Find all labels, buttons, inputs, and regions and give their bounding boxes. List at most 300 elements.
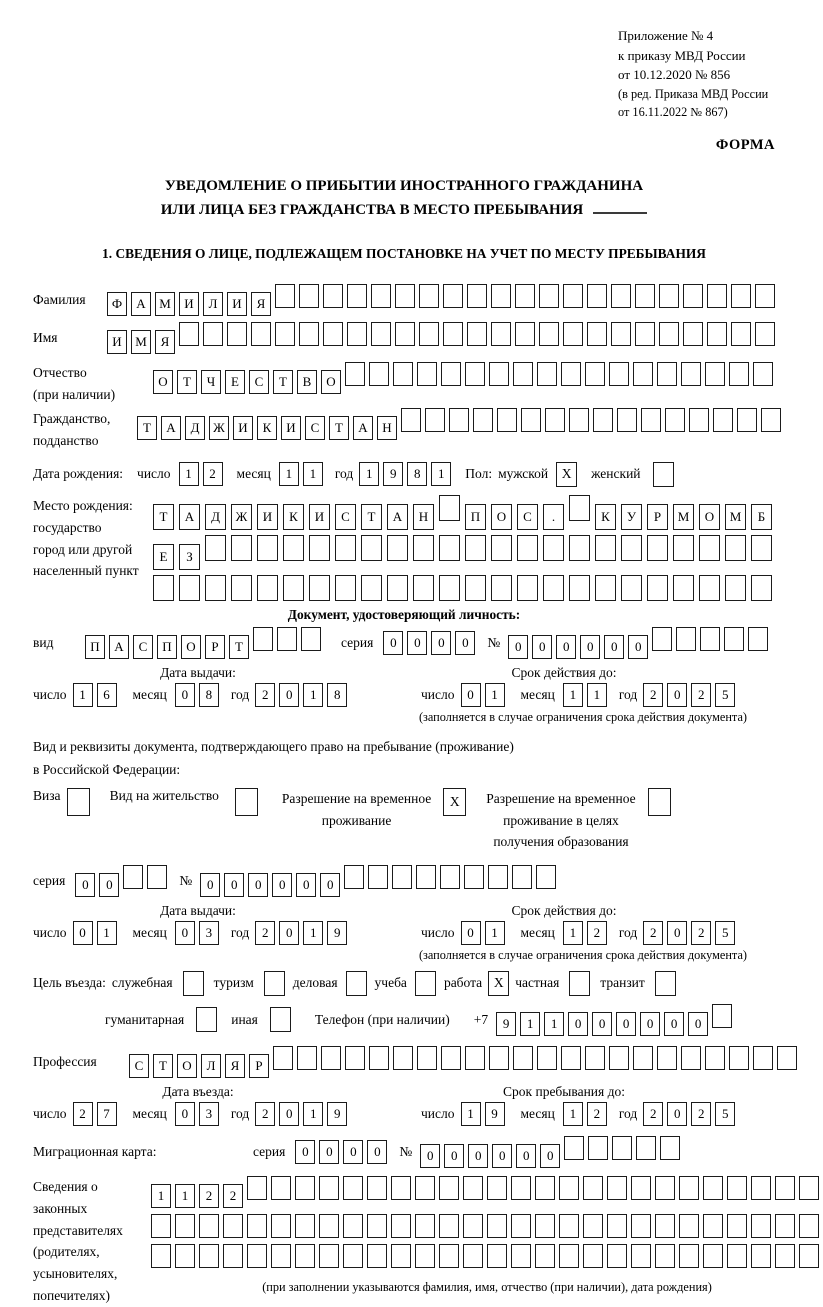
char-cell[interactable]: 9: [485, 1102, 505, 1126]
char-cell[interactable]: Т: [153, 1054, 173, 1078]
char-cell[interactable]: [227, 322, 247, 346]
char-cell[interactable]: Т: [153, 504, 174, 530]
char-cell[interactable]: П: [157, 635, 177, 659]
char-cell[interactable]: 0: [444, 1144, 464, 1168]
char-cell[interactable]: [439, 1244, 459, 1268]
char-cell[interactable]: 0: [383, 631, 403, 655]
char-cell[interactable]: [777, 1046, 797, 1070]
char-cell[interactable]: [335, 535, 356, 561]
char-cell[interactable]: [595, 535, 616, 561]
char-cell[interactable]: А: [179, 504, 200, 530]
char-cell[interactable]: О: [181, 635, 201, 659]
char-cell[interactable]: 3: [199, 921, 219, 945]
char-cell[interactable]: [583, 1244, 603, 1268]
char-cell[interactable]: [277, 627, 297, 651]
char-cell[interactable]: А: [131, 292, 151, 316]
char-cell[interactable]: 5: [715, 1102, 735, 1126]
char-cell[interactable]: В: [297, 370, 317, 394]
char-cell[interactable]: 0: [420, 1144, 440, 1168]
char-cell[interactable]: [725, 535, 746, 561]
char-cell[interactable]: [707, 284, 727, 308]
char-cell[interactable]: [283, 535, 304, 561]
char-cell[interactable]: [151, 1244, 171, 1268]
char-cell[interactable]: [657, 362, 677, 386]
char-cell[interactable]: [561, 1046, 581, 1070]
char-cell[interactable]: [335, 575, 356, 601]
char-cell[interactable]: [205, 575, 226, 601]
char-cell[interactable]: 1: [563, 683, 583, 707]
char-cell[interactable]: [511, 1176, 531, 1200]
char-cell[interactable]: 5: [715, 921, 735, 945]
char-cell[interactable]: 1: [563, 1102, 583, 1126]
char-cell[interactable]: [223, 1244, 243, 1268]
char-cell[interactable]: [441, 1046, 461, 1070]
char-cell[interactable]: [511, 1214, 531, 1238]
char-cell[interactable]: [775, 1214, 795, 1238]
char-cell[interactable]: [641, 408, 661, 432]
char-cell[interactable]: 0: [73, 921, 93, 945]
char-cell[interactable]: [257, 535, 278, 561]
char-cell[interactable]: [439, 1176, 459, 1200]
char-cell[interactable]: Е: [153, 544, 174, 570]
char-cell[interactable]: [511, 1244, 531, 1268]
char-cell[interactable]: [700, 627, 720, 651]
char-cell[interactable]: [647, 575, 668, 601]
char-cell[interactable]: 1: [485, 683, 505, 707]
char-cell[interactable]: 2: [199, 1184, 219, 1208]
char-cell[interactable]: 0: [455, 631, 475, 655]
char-cell[interactable]: 0: [319, 1140, 339, 1164]
char-cell[interactable]: [123, 865, 143, 889]
char-cell[interactable]: И: [257, 504, 278, 530]
char-cell[interactable]: [309, 575, 330, 601]
char-cell[interactable]: М: [155, 292, 175, 316]
char-cell[interactable]: [652, 627, 672, 651]
char-cell[interactable]: 2: [223, 1184, 243, 1208]
char-cell[interactable]: 0: [279, 683, 299, 707]
char-cell[interactable]: [391, 1244, 411, 1268]
char-cell[interactable]: 2: [255, 683, 275, 707]
char-cell[interactable]: [583, 1176, 603, 1200]
char-cell[interactable]: [703, 1214, 723, 1238]
char-cell[interactable]: [761, 408, 781, 432]
char-cell[interactable]: [415, 1176, 435, 1200]
char-cell[interactable]: 0: [75, 873, 95, 897]
char-cell[interactable]: [257, 575, 278, 601]
char-cell[interactable]: [273, 1046, 293, 1070]
char-cell[interactable]: 0: [224, 873, 244, 897]
char-cell[interactable]: Д: [185, 416, 205, 440]
char-cell[interactable]: [343, 1176, 363, 1200]
char-cell[interactable]: [569, 575, 590, 601]
char-cell[interactable]: О: [153, 370, 173, 394]
char-cell[interactable]: [751, 1244, 771, 1268]
char-cell[interactable]: [753, 1046, 773, 1070]
char-cell[interactable]: [699, 575, 720, 601]
checkbox-purpose-official[interactable]: [183, 971, 204, 996]
char-cell[interactable]: [395, 322, 415, 346]
char-cell[interactable]: [347, 322, 367, 346]
char-cell[interactable]: [564, 1136, 584, 1160]
char-cell[interactable]: 0: [667, 1102, 687, 1126]
char-cell[interactable]: 0: [175, 1102, 195, 1126]
char-cell[interactable]: [369, 1046, 389, 1070]
char-cell[interactable]: [283, 575, 304, 601]
char-cell[interactable]: [725, 575, 746, 601]
char-cell[interactable]: [539, 284, 559, 308]
char-cell[interactable]: Р: [205, 635, 225, 659]
char-cell[interactable]: [683, 284, 703, 308]
char-cell[interactable]: И: [107, 330, 127, 354]
char-cell[interactable]: [537, 362, 557, 386]
char-cell[interactable]: [679, 1244, 699, 1268]
char-cell[interactable]: 0: [343, 1140, 363, 1164]
char-cell[interactable]: 0: [508, 635, 528, 659]
char-cell[interactable]: [371, 322, 391, 346]
char-cell[interactable]: А: [353, 416, 373, 440]
char-cell[interactable]: 0: [664, 1012, 684, 1036]
char-cell[interactable]: [751, 535, 772, 561]
char-cell[interactable]: 0: [99, 873, 119, 897]
char-cell[interactable]: [631, 1244, 651, 1268]
char-cell[interactable]: [699, 535, 720, 561]
checkbox-male[interactable]: X: [556, 462, 577, 487]
char-cell[interactable]: [367, 1244, 387, 1268]
char-cell[interactable]: 9: [383, 462, 403, 486]
char-cell[interactable]: [297, 1046, 317, 1070]
char-cell[interactable]: [515, 322, 535, 346]
char-cell[interactable]: И: [179, 292, 199, 316]
char-cell[interactable]: [387, 535, 408, 561]
char-cell[interactable]: [521, 408, 541, 432]
char-cell[interactable]: 0: [628, 635, 648, 659]
char-cell[interactable]: [537, 1046, 557, 1070]
char-cell[interactable]: О: [699, 504, 720, 530]
char-cell[interactable]: 2: [587, 1102, 607, 1126]
checkbox-temp-residence[interactable]: X: [443, 788, 466, 816]
char-cell[interactable]: М: [131, 330, 151, 354]
char-cell[interactable]: Ж: [231, 504, 252, 530]
char-cell[interactable]: А: [109, 635, 129, 659]
char-cell[interactable]: [319, 1176, 339, 1200]
char-cell[interactable]: [251, 322, 271, 346]
char-cell[interactable]: 0: [431, 631, 451, 655]
char-cell[interactable]: О: [177, 1054, 197, 1078]
char-cell[interactable]: И: [227, 292, 247, 316]
char-cell[interactable]: М: [673, 504, 694, 530]
char-cell[interactable]: 1: [73, 683, 93, 707]
char-cell[interactable]: [439, 1214, 459, 1238]
char-cell[interactable]: [299, 322, 319, 346]
checkbox-purpose-humanitarian[interactable]: [196, 1007, 217, 1032]
char-cell[interactable]: [395, 284, 415, 308]
char-cell[interactable]: .: [543, 504, 564, 530]
char-cell[interactable]: [729, 1046, 749, 1070]
char-cell[interactable]: [635, 284, 655, 308]
char-cell[interactable]: [799, 1176, 819, 1200]
char-cell[interactable]: [595, 575, 616, 601]
char-cell[interactable]: [569, 408, 589, 432]
char-cell[interactable]: [401, 408, 421, 432]
char-cell[interactable]: [343, 1244, 363, 1268]
char-cell[interactable]: [607, 1176, 627, 1200]
char-cell[interactable]: [563, 322, 583, 346]
char-cell[interactable]: [440, 865, 460, 889]
char-cell[interactable]: 1: [303, 683, 323, 707]
char-cell[interactable]: 1: [431, 462, 451, 486]
char-cell[interactable]: [775, 1244, 795, 1268]
char-cell[interactable]: [751, 1214, 771, 1238]
char-cell[interactable]: [465, 535, 486, 561]
char-cell[interactable]: [295, 1176, 315, 1200]
char-cell[interactable]: [753, 362, 773, 386]
char-cell[interactable]: И: [309, 504, 330, 530]
char-cell[interactable]: [371, 284, 391, 308]
char-cell[interactable]: 9: [327, 921, 347, 945]
char-cell[interactable]: [347, 284, 367, 308]
char-cell[interactable]: [439, 575, 460, 601]
char-cell[interactable]: [491, 575, 512, 601]
char-cell[interactable]: К: [283, 504, 304, 530]
char-cell[interactable]: [175, 1214, 195, 1238]
char-cell[interactable]: [465, 1046, 485, 1070]
char-cell[interactable]: [344, 865, 364, 889]
char-cell[interactable]: [636, 1136, 656, 1160]
char-cell[interactable]: Н: [413, 504, 434, 530]
char-cell[interactable]: Т: [229, 635, 249, 659]
char-cell[interactable]: 9: [496, 1012, 516, 1036]
char-cell[interactable]: [665, 408, 685, 432]
char-cell[interactable]: [513, 1046, 533, 1070]
char-cell[interactable]: [585, 1046, 605, 1070]
char-cell[interactable]: [681, 362, 701, 386]
char-cell[interactable]: [367, 1176, 387, 1200]
char-cell[interactable]: С: [133, 635, 153, 659]
char-cell[interactable]: [535, 1214, 555, 1238]
char-cell[interactable]: Н: [377, 416, 397, 440]
char-cell[interactable]: [703, 1244, 723, 1268]
char-cell[interactable]: [321, 1046, 341, 1070]
char-cell[interactable]: Я: [155, 330, 175, 354]
checkbox-purpose-study[interactable]: [415, 971, 436, 996]
char-cell[interactable]: [295, 1214, 315, 1238]
char-cell[interactable]: [387, 575, 408, 601]
char-cell[interactable]: [559, 1214, 579, 1238]
char-cell[interactable]: [621, 535, 642, 561]
char-cell[interactable]: [299, 284, 319, 308]
char-cell[interactable]: Д: [205, 504, 226, 530]
char-cell[interactable]: 1: [359, 462, 379, 486]
char-cell[interactable]: 2: [691, 1102, 711, 1126]
char-cell[interactable]: [271, 1244, 291, 1268]
char-cell[interactable]: [729, 362, 749, 386]
char-cell[interactable]: [731, 322, 751, 346]
char-cell[interactable]: [655, 1176, 675, 1200]
char-cell[interactable]: [583, 1214, 603, 1238]
char-cell[interactable]: [633, 362, 653, 386]
char-cell[interactable]: [368, 865, 388, 889]
char-cell[interactable]: 0: [532, 635, 552, 659]
checkbox-purpose-other[interactable]: [270, 1007, 291, 1032]
char-cell[interactable]: 0: [604, 635, 624, 659]
char-cell[interactable]: [463, 1244, 483, 1268]
char-cell[interactable]: [487, 1244, 507, 1268]
char-cell[interactable]: 0: [461, 683, 481, 707]
char-cell[interactable]: 0: [568, 1012, 588, 1036]
char-cell[interactable]: [535, 1176, 555, 1200]
char-cell[interactable]: П: [465, 504, 486, 530]
char-cell[interactable]: К: [595, 504, 616, 530]
char-cell[interactable]: [683, 322, 703, 346]
char-cell[interactable]: [707, 322, 727, 346]
char-cell[interactable]: [199, 1214, 219, 1238]
char-cell[interactable]: 1: [303, 921, 323, 945]
char-cell[interactable]: [491, 322, 511, 346]
char-cell[interactable]: [247, 1244, 267, 1268]
char-cell[interactable]: С: [305, 416, 325, 440]
char-cell[interactable]: [323, 284, 343, 308]
char-cell[interactable]: [443, 322, 463, 346]
char-cell[interactable]: Б: [751, 504, 772, 530]
char-cell[interactable]: 1: [179, 462, 199, 486]
char-cell[interactable]: [497, 408, 517, 432]
char-cell[interactable]: П: [85, 635, 105, 659]
char-cell[interactable]: [275, 322, 295, 346]
char-cell[interactable]: [343, 1214, 363, 1238]
char-cell[interactable]: [751, 1176, 771, 1200]
char-cell[interactable]: [179, 575, 200, 601]
char-cell[interactable]: [561, 362, 581, 386]
char-cell[interactable]: [391, 1176, 411, 1200]
char-cell[interactable]: [467, 284, 487, 308]
char-cell[interactable]: 0: [272, 873, 292, 897]
checkbox-purpose-business[interactable]: [346, 971, 367, 996]
char-cell[interactable]: 0: [461, 921, 481, 945]
char-cell[interactable]: Л: [203, 292, 223, 316]
checkbox-purpose-private[interactable]: [569, 971, 590, 996]
char-cell[interactable]: [345, 1046, 365, 1070]
char-cell[interactable]: [513, 362, 533, 386]
char-cell[interactable]: [631, 1214, 651, 1238]
char-cell[interactable]: 9: [327, 1102, 347, 1126]
char-cell[interactable]: [415, 1214, 435, 1238]
char-cell[interactable]: [247, 1214, 267, 1238]
char-cell[interactable]: М: [725, 504, 746, 530]
char-cell[interactable]: [611, 322, 631, 346]
char-cell[interactable]: [487, 1214, 507, 1238]
char-cell[interactable]: [673, 575, 694, 601]
char-cell[interactable]: 0: [175, 921, 195, 945]
char-cell[interactable]: 1: [587, 683, 607, 707]
checkbox-temp-residence-edu[interactable]: [648, 788, 671, 816]
char-cell[interactable]: [309, 535, 330, 561]
char-cell[interactable]: [731, 284, 751, 308]
char-cell[interactable]: Т: [361, 504, 382, 530]
char-cell[interactable]: [775, 1176, 795, 1200]
char-cell[interactable]: 0: [279, 1102, 299, 1126]
checkbox-purpose-tourism[interactable]: [264, 971, 285, 996]
char-cell[interactable]: [611, 284, 631, 308]
char-cell[interactable]: [205, 535, 226, 561]
char-cell[interactable]: [367, 1214, 387, 1238]
char-cell[interactable]: [467, 322, 487, 346]
char-cell[interactable]: [585, 362, 605, 386]
char-cell[interactable]: [361, 535, 382, 561]
char-cell[interactable]: [655, 1214, 675, 1238]
char-cell[interactable]: 6: [97, 683, 117, 707]
char-cell[interactable]: [275, 284, 295, 308]
char-cell[interactable]: [443, 284, 463, 308]
char-cell[interactable]: [488, 865, 508, 889]
char-cell[interactable]: 2: [255, 1102, 275, 1126]
char-cell[interactable]: 1: [151, 1184, 171, 1208]
char-cell[interactable]: 0: [367, 1140, 387, 1164]
char-cell[interactable]: 0: [279, 921, 299, 945]
char-cell[interactable]: З: [179, 544, 200, 570]
checkbox-purpose-transit[interactable]: [655, 971, 676, 996]
char-cell[interactable]: С: [335, 504, 356, 530]
char-cell[interactable]: [465, 575, 486, 601]
char-cell[interactable]: 0: [175, 683, 195, 707]
char-cell[interactable]: Л: [201, 1054, 221, 1078]
char-cell[interactable]: [415, 1244, 435, 1268]
char-cell[interactable]: [748, 627, 768, 651]
char-cell[interactable]: 1: [485, 921, 505, 945]
char-cell[interactable]: [543, 575, 564, 601]
char-cell[interactable]: [179, 322, 199, 346]
char-cell[interactable]: Е: [225, 370, 245, 394]
char-cell[interactable]: 3: [199, 1102, 219, 1126]
char-cell[interactable]: С: [249, 370, 269, 394]
char-cell[interactable]: [153, 575, 174, 601]
char-cell[interactable]: [799, 1214, 819, 1238]
char-cell[interactable]: [464, 865, 484, 889]
char-cell[interactable]: 1: [544, 1012, 564, 1036]
char-cell[interactable]: Ж: [209, 416, 229, 440]
char-cell[interactable]: [703, 1176, 723, 1200]
char-cell[interactable]: [199, 1244, 219, 1268]
char-cell[interactable]: [295, 1244, 315, 1268]
char-cell[interactable]: [439, 495, 460, 521]
char-cell[interactable]: 2: [587, 921, 607, 945]
char-cell[interactable]: [203, 322, 223, 346]
char-cell[interactable]: 0: [540, 1144, 560, 1168]
char-cell[interactable]: [147, 865, 167, 889]
char-cell[interactable]: 1: [175, 1184, 195, 1208]
char-cell[interactable]: [621, 575, 642, 601]
char-cell[interactable]: 0: [516, 1144, 536, 1168]
char-cell[interactable]: [593, 408, 613, 432]
char-cell[interactable]: 1: [520, 1012, 540, 1036]
char-cell[interactable]: [345, 362, 365, 386]
char-cell[interactable]: 0: [296, 873, 316, 897]
char-cell[interactable]: [489, 362, 509, 386]
char-cell[interactable]: 1: [563, 921, 583, 945]
char-cell[interactable]: [647, 535, 668, 561]
char-cell[interactable]: 1: [97, 921, 117, 945]
char-cell[interactable]: [631, 1176, 651, 1200]
char-cell[interactable]: [463, 1214, 483, 1238]
char-cell[interactable]: [617, 408, 637, 432]
char-cell[interactable]: [517, 535, 538, 561]
char-cell[interactable]: [712, 1004, 732, 1028]
char-cell[interactable]: А: [387, 504, 408, 530]
char-cell[interactable]: 0: [248, 873, 268, 897]
char-cell[interactable]: [655, 1244, 675, 1268]
char-cell[interactable]: [569, 535, 590, 561]
char-cell[interactable]: [724, 627, 744, 651]
char-cell[interactable]: [439, 535, 460, 561]
